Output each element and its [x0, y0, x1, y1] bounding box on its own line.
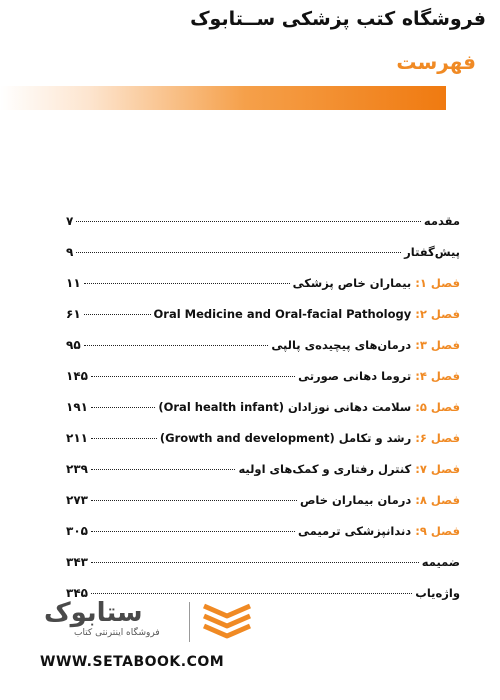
logo-subtitle: فروشگاه اینترنتی کتاب — [74, 628, 160, 638]
book-stack-icon — [200, 600, 254, 642]
dot-leader — [84, 314, 151, 315]
dot-leader — [91, 407, 155, 408]
toc-page-number: ۲۳۹ — [66, 462, 88, 476]
toc-title: کنترل رفتاری و کمک‌های اولیه — [238, 462, 412, 476]
toc-chapter-label: فصل ۵: — [415, 400, 460, 414]
toc-row — [66, 431, 460, 462]
toc-page-number: ۷ — [66, 214, 74, 228]
toc-row — [66, 276, 460, 307]
toc-title: مقدمه — [423, 214, 460, 228]
toc-chapter-label: فصل ۹: — [415, 524, 460, 538]
dot-leader — [84, 283, 290, 284]
toc-row — [66, 555, 460, 586]
toc-page-number: ۹۵ — [66, 338, 81, 352]
dot-leader — [91, 438, 157, 439]
toc-row — [66, 369, 460, 400]
toc-title: بیماران خاص پزشکی — [292, 276, 412, 290]
toc-page-number: ۶۱ — [66, 307, 81, 321]
toc-row — [66, 307, 460, 338]
orange-banner — [0, 86, 446, 110]
toc-chapter-label: فصل ۸: — [415, 493, 460, 507]
toc-chapter-label: فصل ۶: — [415, 431, 460, 445]
toc-row — [66, 245, 460, 276]
site-url: WWW.SETABOOK.COM — [40, 654, 225, 670]
dot-leader — [91, 469, 235, 470]
dot-leader — [84, 345, 269, 346]
toc-title: تروما دهانی صورتی — [298, 369, 412, 383]
toc-title: دندانپزشکی ترمیمی — [297, 524, 412, 538]
toc-page-number: ۳۴۵ — [66, 586, 88, 600]
toc-chapter-label: فصل ۱: — [415, 276, 460, 290]
toc-page-number: ۹ — [66, 245, 74, 259]
toc-row — [66, 214, 460, 245]
dot-leader — [91, 562, 419, 563]
toc-page-number: ۱۹۱ — [66, 400, 88, 414]
table-of-contents — [66, 214, 460, 617]
toc-title: درمان بیماران خاص — [299, 493, 412, 507]
dot-leader — [91, 593, 412, 594]
toc-row — [66, 400, 460, 431]
toc-title: ضمیمه — [421, 555, 460, 569]
dot-leader — [76, 221, 421, 222]
logo-wordmark: ستابوک — [44, 598, 143, 628]
setabook-logo — [44, 598, 214, 644]
toc-page-number: ۳۰۵ — [66, 524, 88, 538]
toc-page-number: ۱۱ — [66, 276, 81, 290]
toc-title: رشد و تکامل (Growth and development) — [159, 431, 412, 445]
toc-page-number: ۲۱۱ — [66, 431, 88, 445]
dot-leader — [76, 252, 401, 253]
toc-page-number: ۱۴۵ — [66, 369, 88, 383]
toc-chapter-label: فصل ۲: — [415, 307, 460, 321]
toc-row — [66, 524, 460, 555]
toc-row — [66, 462, 460, 493]
dot-leader — [91, 500, 297, 501]
toc-page-number: ۲۷۳ — [66, 493, 88, 507]
dot-leader — [91, 376, 295, 377]
store-title: فروشگاه کتب پزشکی ســتابوک — [190, 8, 486, 30]
toc-row — [66, 338, 460, 369]
dot-leader — [91, 531, 295, 532]
toc-title: درمان‌های پیچیده‌ی پالپی — [271, 338, 412, 352]
logo-divider — [189, 602, 190, 642]
toc-title: پیش‌گفتار — [404, 245, 460, 259]
toc-chapter-label: فصل ۴: — [415, 369, 460, 383]
toc-title: سلامت دهانی نوزادان (Oral health infant) — [158, 400, 412, 414]
toc-heading: فهرست — [396, 50, 476, 74]
toc-title: واژه‌یاب — [415, 586, 460, 600]
toc-page-number: ۳۴۳ — [66, 555, 88, 569]
toc-row — [66, 493, 460, 524]
toc-chapter-label: فصل ۷: — [415, 462, 460, 476]
toc-chapter-label: فصل ۳: — [415, 338, 460, 352]
toc-title: Oral Medicine and Oral-facial Pathology — [153, 307, 412, 321]
